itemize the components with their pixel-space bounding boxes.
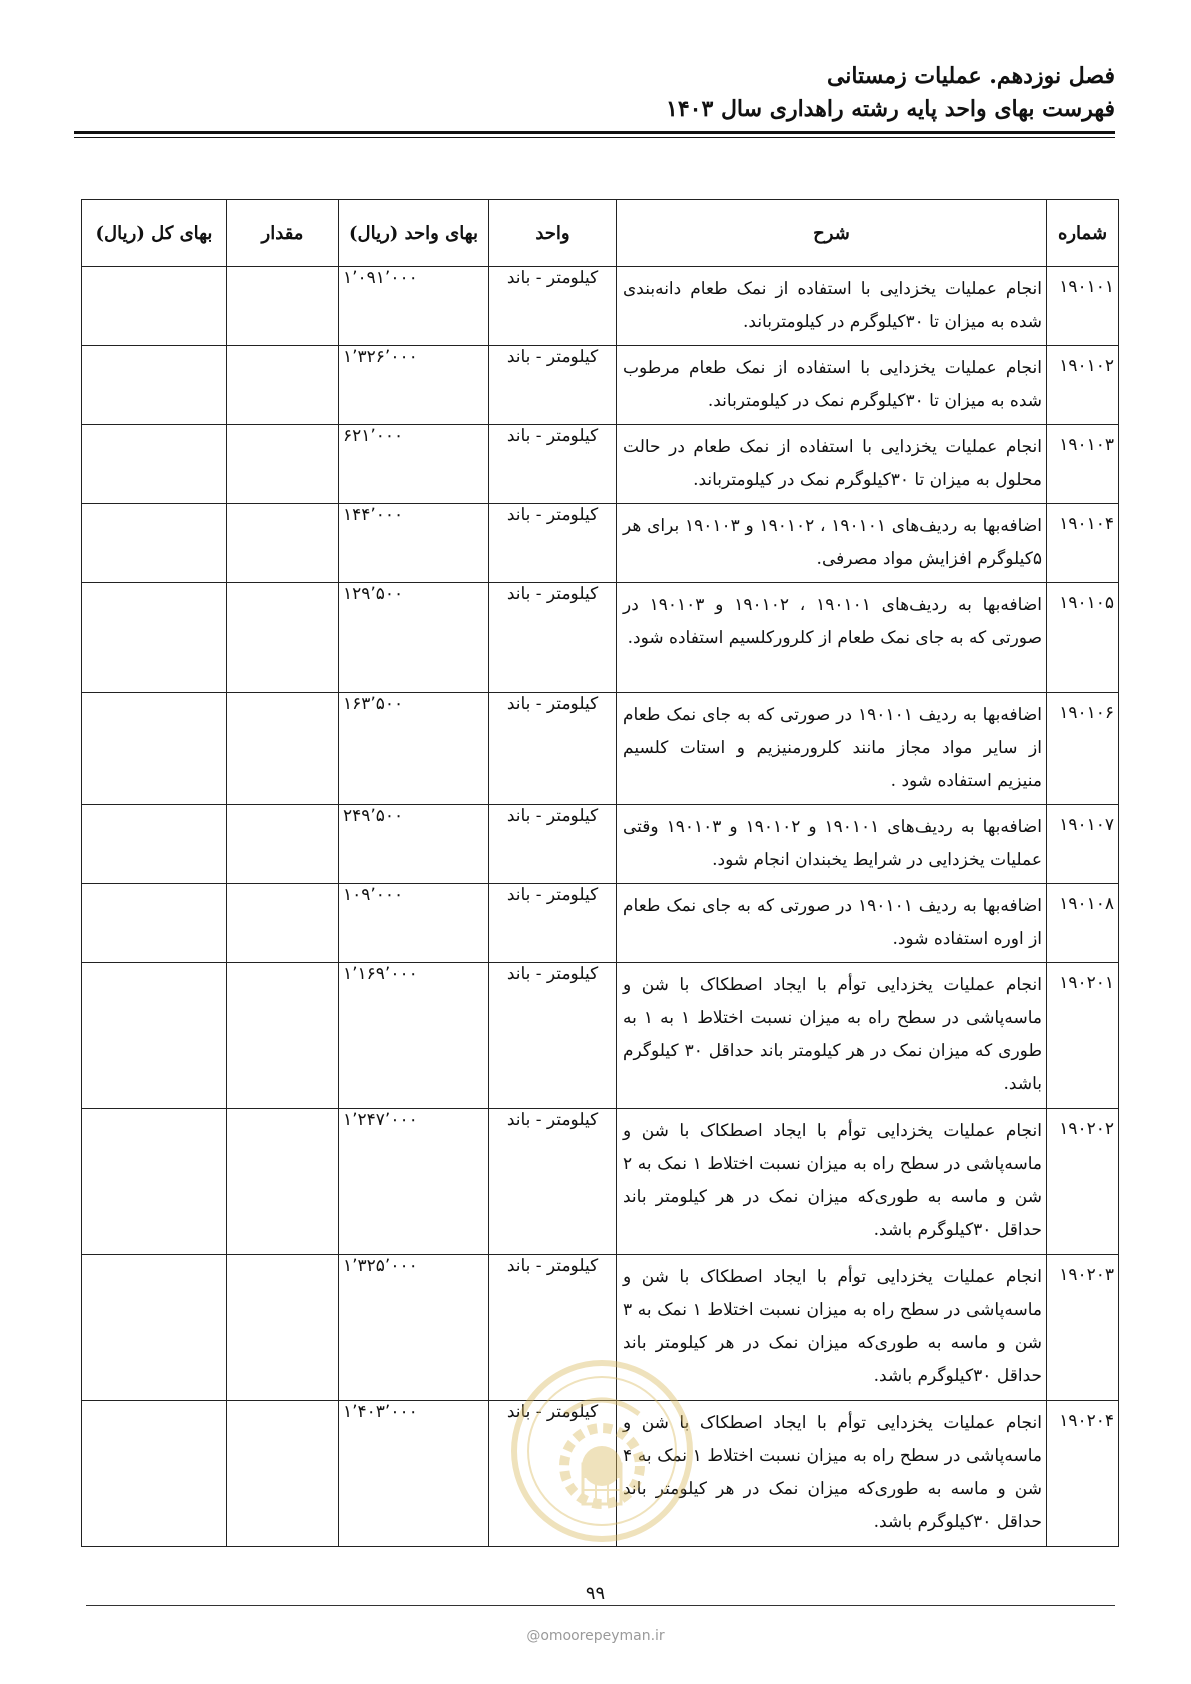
row-code: ۱۹۰۲۰۴ (1047, 1401, 1119, 1547)
row-code: ۱۹۰۱۰۶ (1047, 693, 1119, 805)
row-code: ۱۹۰۱۰۲ (1047, 346, 1119, 425)
row-unit-price: ۱٬۱۶۹٬۰۰۰ (339, 963, 489, 1109)
row-unit: کیلومتر - باند (489, 1401, 617, 1547)
table-row (82, 267, 1119, 346)
row-code: ۱۹۰۲۰۲ (1047, 1109, 1119, 1255)
row-code: ۱۹۰۱۰۷ (1047, 805, 1119, 884)
page-header (76, 60, 1115, 126)
row-unit: کیلومتر - باند (489, 1109, 617, 1255)
col-header-code: شماره (1047, 200, 1119, 267)
col-header-total-price: بهای کل (ریال) (82, 200, 227, 267)
table-header-row (82, 200, 1119, 267)
row-quantity (227, 1109, 339, 1255)
row-quantity (227, 963, 339, 1109)
row-unit-price: ۱٬۰۹۱٬۰۰۰ (339, 267, 489, 346)
row-description: انجام عملیات یخزدایی با استفاده از نمک طعام مرطوب شده به میزان تا ۳۰کیلوگرم نمک در کیلومترباند. (617, 346, 1047, 425)
row-quantity (227, 693, 339, 805)
row-unit-price: ۱۶۳٬۵۰۰ (339, 693, 489, 805)
col-header-description: شرح (617, 200, 1047, 267)
row-total-price (82, 267, 227, 346)
row-code: ۱۹۰۱۰۳ (1047, 425, 1119, 504)
row-unit-price: ۱٬۴۰۳٬۰۰۰ (339, 1401, 489, 1547)
row-unit-price: ۲۴۹٬۵۰۰ (339, 805, 489, 884)
row-quantity (227, 267, 339, 346)
row-description: انجام عملیات یخزدایی توأم با ایجاد اصطکاک با شن و ماسه‌پاشی در سطح راه به میزان نسبت اختلاط ۱ نمک به ۳ شن و ماسه به طوری‌که میزان نمک در هر کیلومتر باند حداقل ۳۰کیلوگرم باشد. (617, 1255, 1047, 1401)
table-row (82, 963, 1119, 1109)
chapter-title: فصل نوزدهم. عملیات زمستانی (826, 63, 1115, 89)
row-quantity (227, 583, 339, 693)
row-unit-price: ۱۰۹٬۰۰۰ (339, 884, 489, 963)
table-row (82, 504, 1119, 583)
row-total-price (82, 1109, 227, 1255)
header-divider (74, 131, 1115, 134)
row-unit-price: ۱۴۴٬۰۰۰ (339, 504, 489, 583)
row-quantity (227, 504, 339, 583)
row-total-price (82, 425, 227, 504)
page-number: ۹۹ (585, 1583, 606, 1604)
row-code: ۱۹۰۱۰۴ (1047, 504, 1119, 583)
table-row (82, 346, 1119, 425)
row-unit-price: ۱٬۳۲۵٬۰۰۰ (339, 1255, 489, 1401)
row-quantity (227, 346, 339, 425)
website-watermark: @omoorepeyman.ir (526, 1628, 665, 1644)
row-total-price (82, 583, 227, 693)
row-quantity (227, 1255, 339, 1401)
table-row (82, 693, 1119, 805)
table-row (82, 583, 1119, 693)
row-description: اضافه‌بها به ردیف‌های ۱۹۰۱۰۱ ، ۱۹۰۱۰۲ و ۱۹۰۱۰۳ در صورتی که به جای نمک طعام از کلرورکلسیم استفاده شود. (617, 583, 1047, 693)
row-unit-price: ۶۲۱٬۰۰۰ (339, 425, 489, 504)
footer-divider (86, 1605, 1115, 1606)
row-unit: کیلومتر - باند (489, 267, 617, 346)
row-total-price (82, 504, 227, 583)
row-total-price (82, 346, 227, 425)
row-code: ۱۹۰۱۰۱ (1047, 267, 1119, 346)
row-unit: کیلومتر - باند (489, 425, 617, 504)
gear-seal-logo-icon (507, 1356, 697, 1546)
row-unit-price: ۱٬۳۲۶٬۰۰۰ (339, 346, 489, 425)
row-description: اضافه‌بها به ردیف‌های ۱۹۰۱۰۱ ، ۱۹۰۱۰۲ و ۱۹۰۱۰۳ برای هر ۵کیلوگرم افزایش مواد مصرفی. (617, 504, 1047, 583)
row-code: ۱۹۰۲۰۱ (1047, 963, 1119, 1109)
row-description: انجام عملیات یخزدایی با استفاده از نمک طعام در حالت محلول به میزان تا ۳۰کیلوگرم نمک در کیلومترباند. (617, 425, 1047, 504)
row-total-price (82, 884, 227, 963)
row-code: ۱۹۰۱۰۸ (1047, 884, 1119, 963)
row-description: انجام عملیات یخزدایی توأم با ایجاد اصطکاک با شن و ماسه‌پاشی در سطح راه به میزان نسبت اختلاط ۱ به ۱ به طوری که میزان نمک در هر کیلومتر باند حداقل ۳۰ کیلوگرم باشد. (617, 963, 1047, 1109)
table-row (82, 1109, 1119, 1255)
row-quantity (227, 425, 339, 504)
row-description: انجام عملیات یخزدایی توأم با ایجاد اصطکاک با شن و ماسه‌پاشی در سطح راه به میزان نسبت اختلاط ۱ نمک به ۲ شن و ماسه به طوری‌که میزان نمک در هر کیلومتر باند حداقل ۳۰کیلوگرم باشد. (617, 1109, 1047, 1255)
row-description: اضافه‌بها به ردیف ۱۹۰۱۰۱ در صورتی که به جای نمک طعام از اوره استفاده شود. (617, 884, 1047, 963)
row-total-price (82, 805, 227, 884)
table-row (82, 884, 1119, 963)
row-total-price (82, 963, 227, 1109)
row-total-price (82, 1401, 227, 1547)
row-quantity (227, 1401, 339, 1547)
row-unit: کیلومتر - باند (489, 583, 617, 693)
table-row (82, 805, 1119, 884)
table-row (82, 425, 1119, 504)
row-unit: کیلومتر - باند (489, 693, 617, 805)
row-unit: کیلومتر - باند (489, 884, 617, 963)
row-code: ۱۹۰۲۰۳ (1047, 1255, 1119, 1401)
row-unit: کیلومتر - باند (489, 963, 617, 1109)
row-description: انجام عملیات یخزدایی با استفاده از نمک طعام دانه‌بندی شده به میزان تا ۳۰کیلوگرم در کیلومترباند. (617, 267, 1047, 346)
row-description: اضافه‌بها به ردیف ۱۹۰۱۰۱ در صورتی که به جای نمک طعام از سایر مواد مجاز مانند کلرورمنیزیم و استات کلسیم منیزیم استفاده شود . (617, 693, 1047, 805)
row-quantity (227, 805, 339, 884)
row-quantity (227, 884, 339, 963)
row-description: انجام عملیات یخزدایی توأم با ایجاد اصطکاک با شن و ماسه‌پاشی در سطح راه به میزان نسبت اختلاط ۱ نمک به ۴ شن و ماسه به طوری‌که میزان نمک در هر کیلومتر باند حداقل ۳۰کیلوگرم باشد. (617, 1401, 1047, 1547)
row-description: اضافه‌بها به ردیف‌های ۱۹۰۱۰۱ و ۱۹۰۱۰۲ و ۱۹۰۱۰۳ وقتی عملیات یخزدایی در شرایط یخبندان انجام شود. (617, 805, 1047, 884)
col-header-unit-price: بهای واحد (ریال) (339, 200, 489, 267)
price-list-title: فهرست بهای واحد پایه رشته راهداری سال ۱۴۰۳ (666, 96, 1115, 122)
row-unit: کیلومتر - باند (489, 504, 617, 583)
row-unit: کیلومتر - باند (489, 805, 617, 884)
row-unit: کیلومتر - باند (489, 346, 617, 425)
row-code: ۱۹۰۱۰۵ (1047, 583, 1119, 693)
row-total-price (82, 693, 227, 805)
row-unit-price: ۱۲۹٬۵۰۰ (339, 583, 489, 693)
row-unit-price: ۱٬۲۴۷٬۰۰۰ (339, 1109, 489, 1255)
col-header-quantity: مقدار (227, 200, 339, 267)
header-divider-thin (74, 137, 1115, 138)
row-total-price (82, 1255, 227, 1401)
col-header-unit: واحد (489, 200, 617, 267)
price-table (81, 199, 1119, 1547)
row-unit: کیلومتر - باند (489, 1255, 617, 1401)
